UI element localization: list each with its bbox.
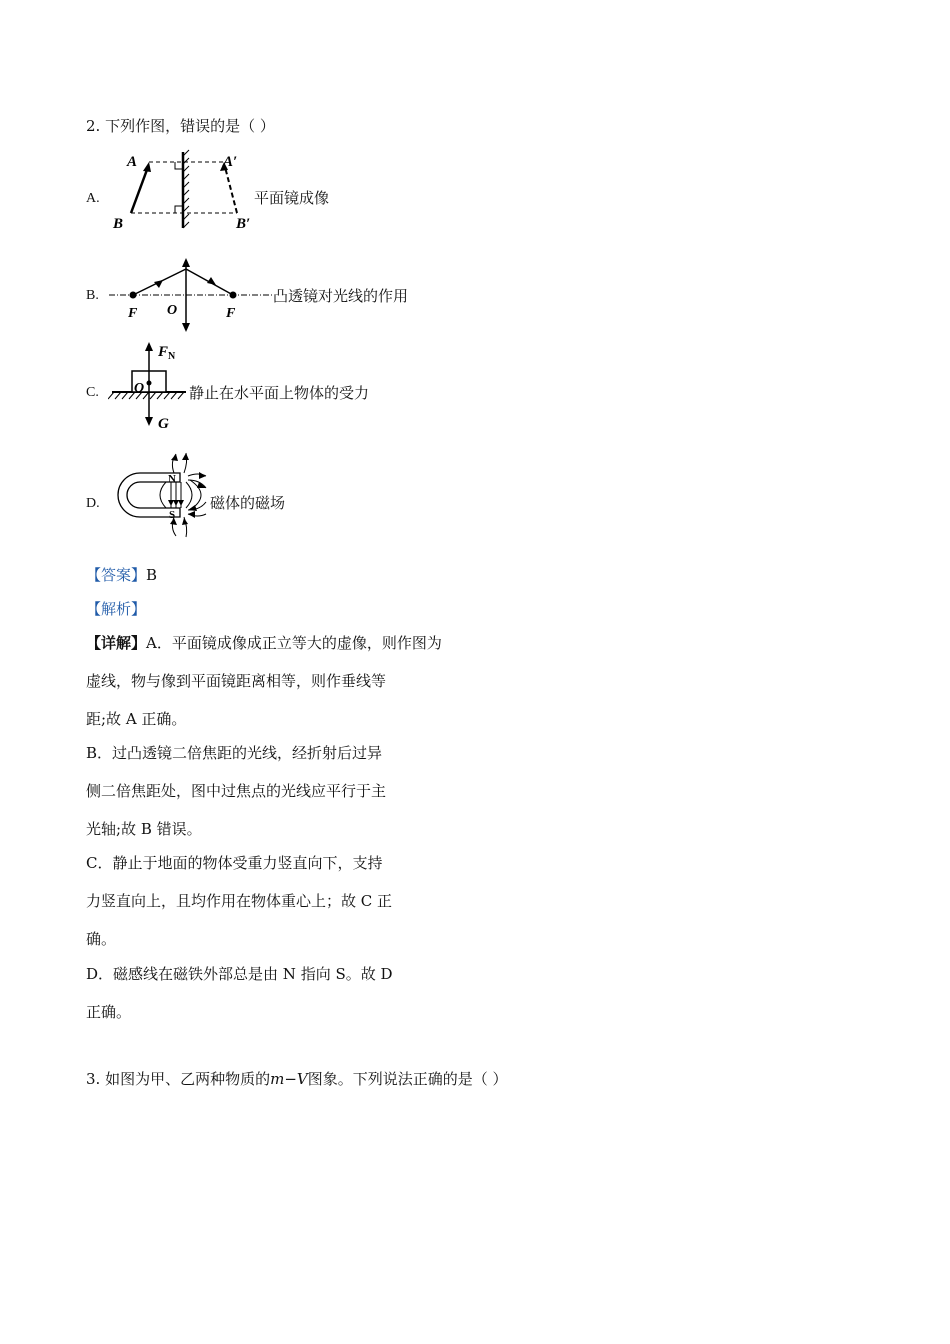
question-3-prefix: 3. 如图为甲、乙两种物质的 xyxy=(86,1070,271,1088)
label-o: O xyxy=(167,303,178,318)
analysis-line-9: 确。 xyxy=(86,930,117,948)
label-g: G xyxy=(158,416,169,432)
plane-mirror-diagram xyxy=(105,146,265,236)
answer-tag: 【答案】 xyxy=(86,566,147,584)
analysis-line-4: B．过凸透镜二倍焦距的光线，经折射后过异 xyxy=(86,744,383,762)
option-b-caption: 凸透镜对光线的作用 xyxy=(273,287,409,305)
answer-line xyxy=(86,565,157,585)
analysis-line-6: 光轴;故 B 错误。 xyxy=(86,820,202,838)
magnet-field-diagram xyxy=(108,450,210,540)
label-b-prime: B′ xyxy=(236,216,251,232)
analysis-line-1 xyxy=(86,633,442,653)
label-a: A xyxy=(127,154,138,170)
option-d-letter: D. xyxy=(86,496,100,511)
label-b: B xyxy=(113,216,124,232)
detail-tag: 【详解】 xyxy=(86,634,147,652)
force-diagram xyxy=(108,338,188,433)
label-f-left: F xyxy=(128,306,138,321)
label-s-pole: S xyxy=(169,509,176,521)
option-c-caption: 静止在水平面上物体的受力 xyxy=(189,384,370,402)
analysis-line-2: 虚线，物与像到平面镜距离相等，则作垂线等 xyxy=(86,672,387,690)
analysis-text-1: A．平面镜成像成正立等大的虚像，则作图为 xyxy=(146,634,442,652)
analysis-line-8: 力竖直向上，且均作用在物体重心上；故 C 正 xyxy=(86,892,393,910)
answer-value: B xyxy=(146,566,158,584)
label-center-o: O xyxy=(134,381,145,396)
question-3-math: m−V xyxy=(270,1070,308,1088)
option-a-letter: A. xyxy=(86,191,100,206)
label-a-prime: A′ xyxy=(223,154,238,170)
analysis-line-10: D．磁感线在磁铁外部总是由 N 指向 S。故 D xyxy=(86,965,393,983)
label-fn-subscript: N xyxy=(168,351,176,362)
option-c-letter: C. xyxy=(86,385,99,400)
analysis-line-7: C．静止于地面的物体受重力竖直向下，支持 xyxy=(86,854,383,872)
analysis-line-3: 距;故 A 正确。 xyxy=(86,710,187,728)
label-f-right: F xyxy=(226,306,236,321)
question-2-title: 2. 下列作图，错误的是（ ） xyxy=(86,117,275,135)
question-3-suffix: 图象。下列说法正确的是（ ） xyxy=(307,1070,508,1088)
question-3-title xyxy=(86,1069,508,1089)
analysis-line-11: 正确。 xyxy=(86,1003,132,1021)
option-b-letter: B. xyxy=(86,288,99,303)
label-n-pole: N xyxy=(168,473,176,485)
analysis-line-5: 侧二倍焦距处，图中过焦点的光线应平行于主 xyxy=(86,782,387,800)
label-fn: F xyxy=(158,344,169,360)
analysis-tag: 【解析】 xyxy=(86,600,147,618)
option-a-caption: 平面镜成像 xyxy=(254,189,330,207)
convex-lens-diagram xyxy=(105,255,275,335)
option-d-caption: 磁体的磁场 xyxy=(210,494,286,512)
